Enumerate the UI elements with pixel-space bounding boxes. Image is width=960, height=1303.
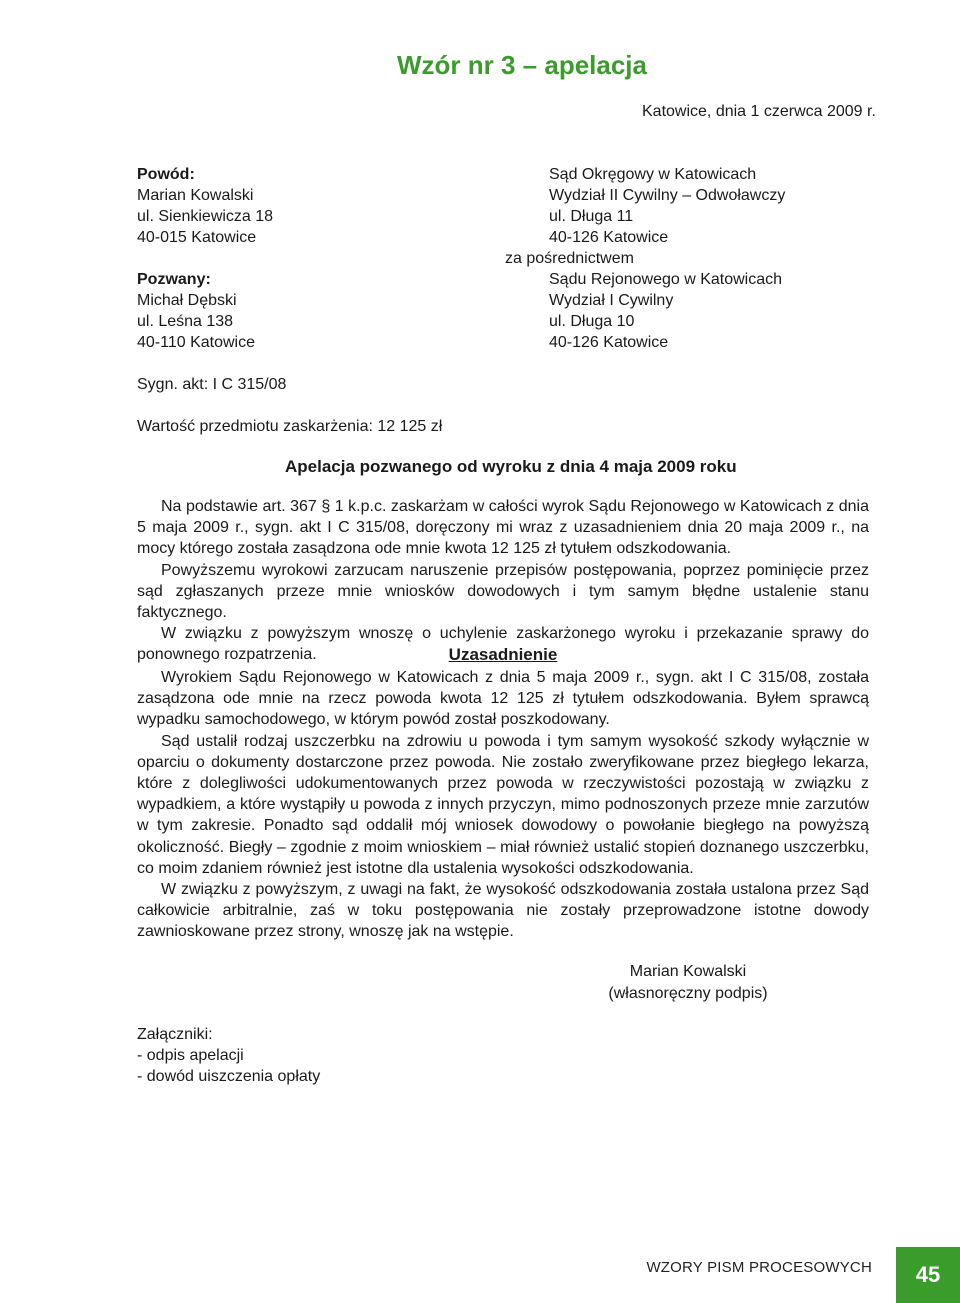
defendant-name: Michał Dębski (137, 292, 237, 309)
appeal-paragraph: Powyższemu wyrokowi zarzucam naruszenie przepisów postępowania, poprzez pominięcie przez sąd zgłaszanych przeze mnie wniosków dowodowych i tym samym błędne ustalenie stanu faktycznego. (137, 561, 869, 622)
lower-court-name: Sądu Rejonowego w Katowicach (549, 271, 783, 288)
defendant-city: 40-110 Katowice (137, 334, 255, 351)
case-reference: Sygn. akt: I C 315/08 (137, 376, 287, 393)
justification-paragraph: W związku z powyższym, z uwagi na fakt, że wysokość odszkodowania została ustalona przez Sąd całkowicie arbitralnie, zaś w toku postępowania nie zostały przeprowadzone istotne dowody zawnioskowane przez strony, wnoszę jak na wstępie. (137, 881, 869, 941)
defendant-label: Pozwany: (137, 271, 211, 288)
lower-court-city: 40-126 Katowice (549, 334, 669, 351)
lower-court-division: Wydział I Cywilny (549, 292, 674, 309)
dispute-value: Wartość przedmiotu zaskarżenia: 12 125 zł (137, 418, 443, 435)
attachment-item: - odpis apelacji (137, 1047, 244, 1064)
justification-heading: Uzasadnienie (448, 645, 558, 664)
court-name: Sąd Okręgowy w Katowicach (549, 166, 757, 183)
appeal-body (137, 496, 869, 666)
court-division: Wydział II Cywilny – Odwoławczy (549, 187, 786, 204)
justification-paragraph: Sąd ustalił rodzaj uszczerbku na zdrowiu u powoda i tym samym wysokość szkody wyłącznie w oparciu o dokumenty dostarczone przez powoda. Nie zostało zweryfikowane przez biegłego lekarza, które z dolegliwości udokumentowanych przez powoda w rzeczywistości pozostają w związku z wypadkiem, a które wystąpiły u powoda z innych przyczyn, mimo podnoszonych przeze mnie zarzutów w tym zakresie. Ponadto sąd oddalił mój wniosek dowodowy o powołanie biegłego na powyższą okoliczność. Biegły – zgodnie z moim wnioskiem – miał również ustalić stopień doznanego uszczerbku, co moim zdaniem również jest istotne dla ustalenia wysokości odszkodowania. (137, 732, 869, 877)
appeal-heading: Apelacja pozwanego od wyroku z dnia 4 maja 2009 roku (285, 457, 737, 476)
court-via: za pośrednictwem (505, 250, 634, 267)
justification-body (137, 667, 869, 943)
signature-name: Marian Kowalski (629, 963, 747, 980)
page-number-box (896, 1247, 960, 1303)
justification-paragraph: Wyrokiem Sądu Rejonowego w Katowicach z dnia 5 maja 2009 r., sygn. akt I C 315/08, została zasądzona ode mnie na rzecz powoda kwota 12 125 zł tytułem odszkodowania. Byłem sprawcą wypadku samochodowego, w którym powód został poszkodowany. (137, 669, 869, 729)
page-number: 45 (915, 1262, 941, 1287)
court-city: 40-126 Katowice (549, 229, 669, 246)
plaintiff-city: 40-015 Katowice (137, 229, 257, 246)
court-street: ul. Długa 11 (549, 208, 634, 225)
place-date: Katowice, dnia 1 czerwca 2009 r. (642, 103, 876, 120)
footer-section-title: WZORY PISM PROCESOWYCH (646, 1259, 872, 1276)
lower-court-street: ul. Długa 10 (549, 313, 635, 330)
signature-note: (własnoręczny podpis) (608, 985, 768, 1002)
plaintiff-street: ul. Sienkiewicza 18 (137, 208, 274, 225)
attachments-label: Załączniki: (137, 1026, 213, 1043)
attachment-item: - dowód uiszczenia opłaty (137, 1068, 321, 1085)
defendant-street: ul. Leśna 138 (137, 313, 234, 330)
plaintiff-label: Powód: (137, 166, 195, 183)
document-title: Wzór nr 3 – apelacja (397, 50, 647, 80)
plaintiff-name: Marian Kowalski (137, 187, 254, 204)
appeal-paragraph: W związku z powyższym wnoszę o uchylenie zaskarżonego wyroku i przekazanie sprawy do ponownego rozpatrzenia. (137, 625, 869, 664)
appeal-paragraph: Na podstawie art. 367 § 1 k.p.c. zaskarżam w całości wyrok Sądu Rejonowego w Katowicach z dnia 5 maja 2009 r., sygn. akt I C 315/08, doręczony mi wraz z uzasadnieniem dnia 20 maja 2009 r., na mocy którego została zasądzona ode mnie kwota 12 125 zł tytułem odszkodowania. (137, 498, 869, 558)
